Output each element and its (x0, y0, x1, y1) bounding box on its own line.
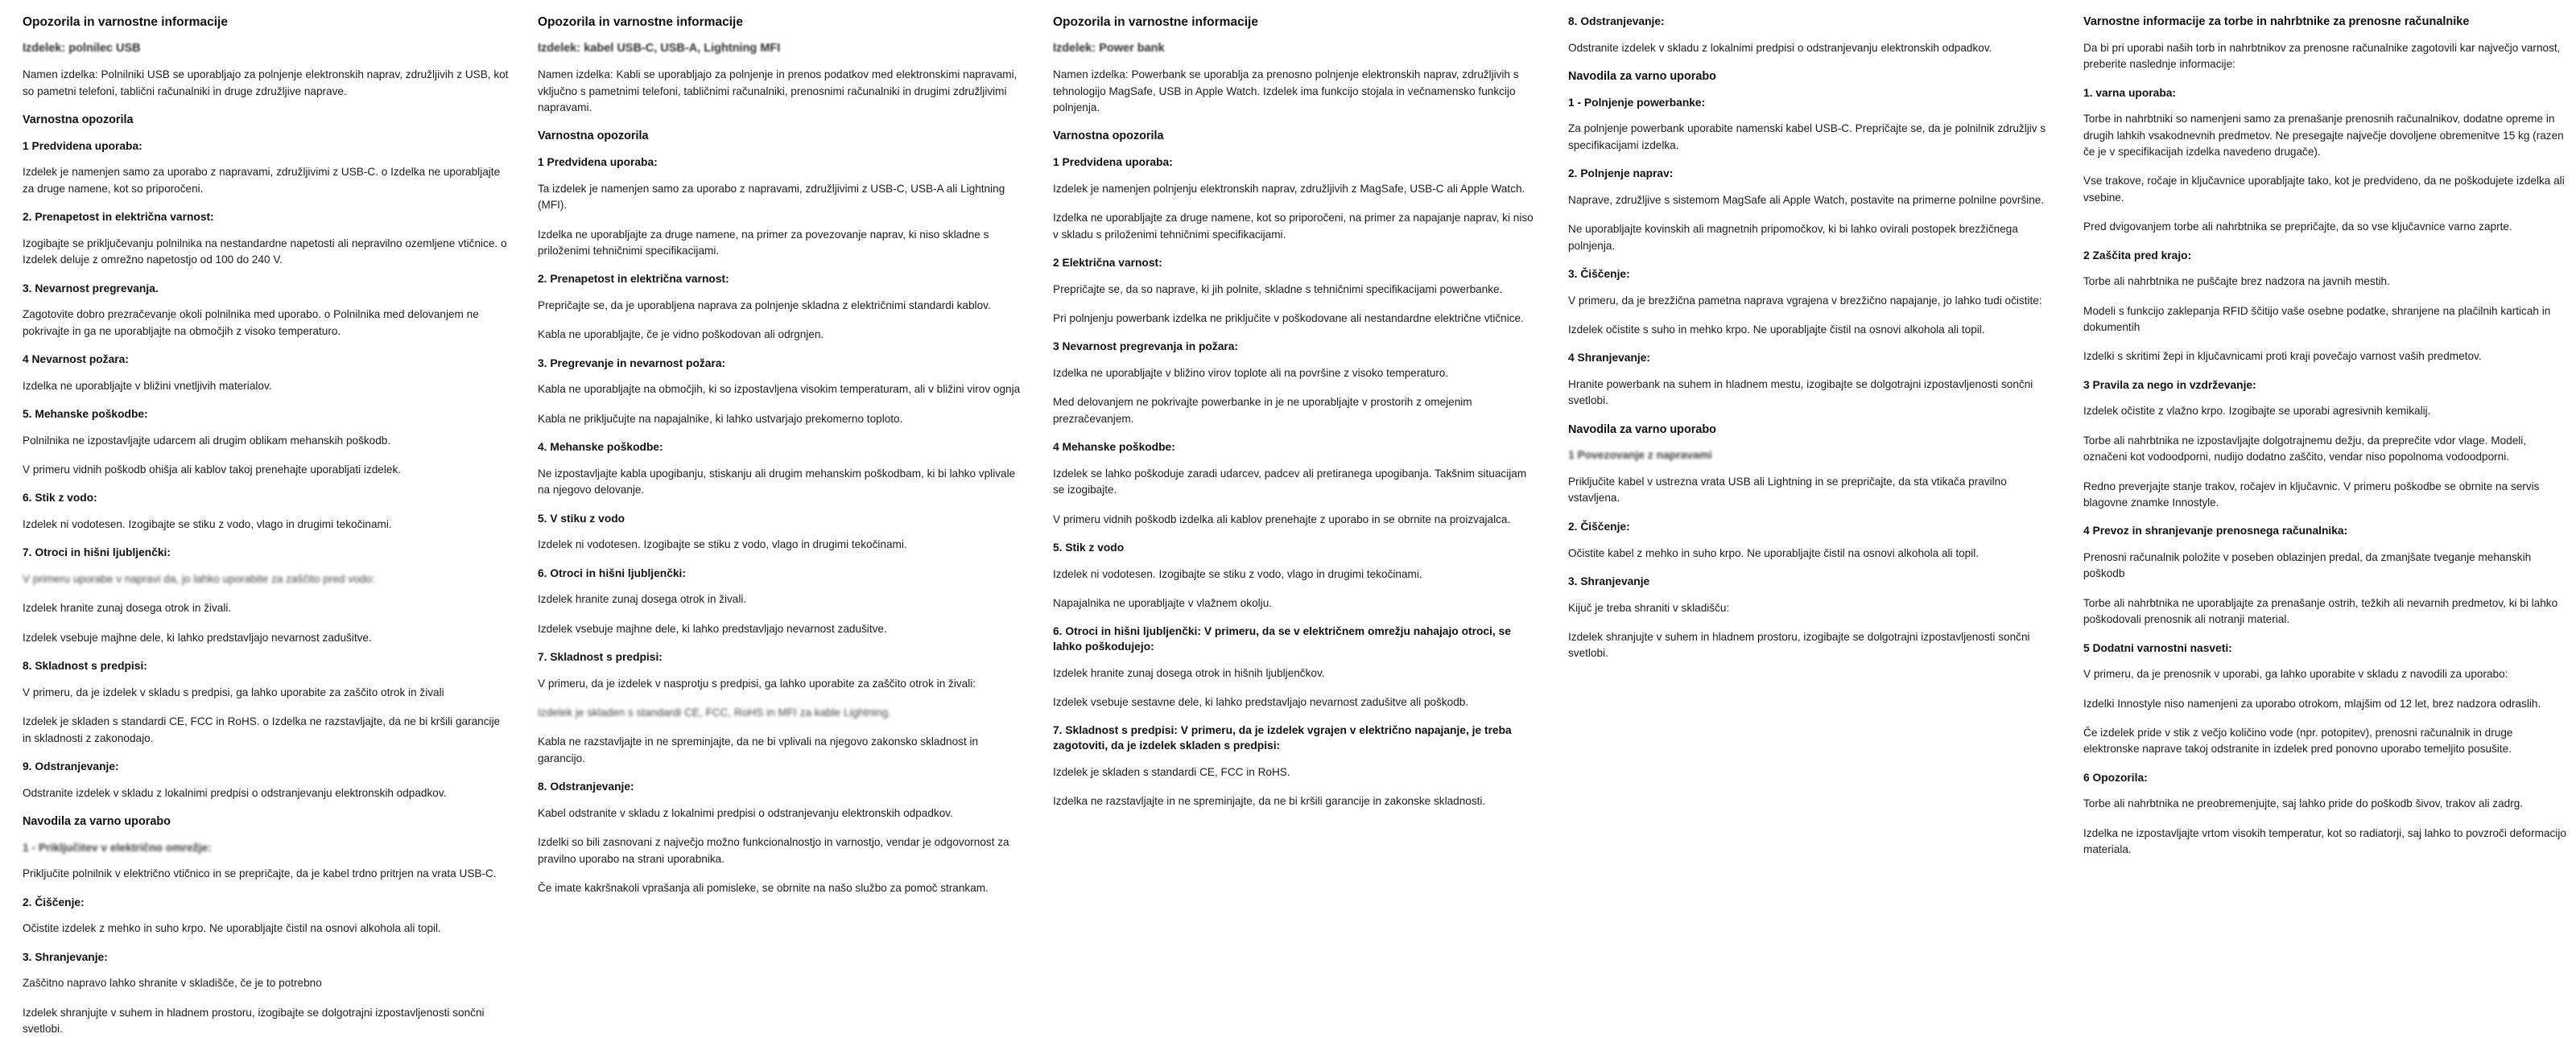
item-heading: 1 Predvidena uporaba: (23, 139, 142, 152)
paragraph: V primeru, da je brezžična pametna naprava vgrajena v brezžično napajanje, jo lahko tudi očistite: (1568, 294, 2042, 307)
paragraph: Namen izdelka: Powerbank se uporablja za prenosno polnjenje elektronskih naprav, združljivih s tehnologijo MagSafe, USB in Apple Watch. Izdelek ima funkcijo stojala in večnamensko funkcijo polnjenja. (1053, 68, 1519, 113)
product-subtitle: Izdelek: Power bank (1053, 42, 1165, 56)
item-heading: 3. Nevarnost pregrevanja. (23, 282, 159, 295)
paragraph: Torbe ali nahrbtnika ne izpostavljajte dolgotrajnemu dežju, da preprečite vdor vlage. Modeli, označeni kot vodoodporni, nudijo dodatno zaščito, vendar niso popolnoma vodoodporni. (2083, 434, 2527, 463)
item-heading: 5. Mehanske poškodbe: (23, 407, 148, 420)
item-heading: 4 Shranjevanje: (1568, 352, 1650, 365)
item-heading: 2. Polnjenje naprav: (1568, 167, 1674, 180)
paragraph: Izdelka ne uporabljajte v bližino virov toplote ali na površine z visoko temperaturo. (1053, 366, 1449, 379)
item-heading: 1 - Polnjenje powerbanke: (1568, 96, 1706, 109)
paragraph: Izdelek shranjujte v suhem in hladnem prostoru, izogibajte se dolgotrajni izpostavljenosti sončni svetlobi. (1568, 630, 2030, 660)
section-heading: Varnostna opozorila (1053, 130, 1164, 143)
paragraph: Med delovanjem ne pokrivajte powerbanke in je ne uporabljajte v prostorih z omejenim prezračevanjem. (1053, 396, 1472, 425)
paragraph: Izdelek vsebuje sestavne dele, ki lahko predstavljajo nevarnost zadušitve ali poškodb. (1053, 695, 1469, 708)
paragraph: Izdelek hranite zunaj dosega otrok in živali. (538, 593, 747, 606)
paragraph: Zaščitno napravo lahko shranite v skladišče, če je to potrebno (23, 977, 322, 990)
paragraph: Redno preverjajte stanje trakov, ročajev in ključavnic. V primeru poškodbe se obrnite na servis blagovne znamke Innostyle. (2083, 480, 2540, 509)
item-heading: 7. Otroci in hišni ljubljenčki: (23, 546, 171, 559)
paragraph: Priključite kabel v ustrezna vrata USB ali Lightning in se prepričajte, da sta vtikača pravilno vstavljena. (1568, 476, 2007, 505)
paragraph: Da bi pri uporabi naših torb in nahrbtnikov za prenosne računalnike zagotovili kar največjo varnost, preberite naslednje informacije: (2083, 41, 2561, 71)
doc-title: Opozorila in varnostne informacije (1053, 15, 1258, 29)
paragraph: Izdelek je namenjen polnjenju elektronskih naprav, združljivih z MagSafe, USB-C ali Apple Watch. (1053, 182, 1525, 195)
paragraph: V primeru, da je izdelek v skladu s predpisi, ga lahko uporabite za zaščito otrok in živali (23, 686, 444, 698)
paragraph: Očistite kabel z mehko in suho krpo. Ne uporabljajte čistil na osnovi alkohola ali topil. (1568, 546, 1979, 559)
paragraph: Izdelek hranite zunaj dosega otrok in hišnih ljubljenčkov. (1053, 666, 1325, 679)
item-heading: 7. Skladnost s predpisi: (538, 650, 663, 663)
item-heading: 3. Shranjevanje (1568, 575, 1650, 587)
paragraph: Torbe ali nahrbtnika ne uporabljajte za prenašanje ostrih, težkih ali nevarnih predmetov, ki bi lahko poškodovali prenosnik ali notranji material. (2083, 596, 2558, 626)
item-heading: 1 - Priključitev v električno omrežje: (23, 841, 212, 854)
paragraph: Naprave, združljive s sistemom MagSafe ali Apple Watch, postavite na primerne polnilne površine. (1568, 193, 2045, 206)
section-heading: Navodila za varno uporabo (1568, 422, 1716, 436)
paragraph: Prepričajte se, da so naprave, ki jih polnite, skladne s tehničnimi specifikacijami powerbanke. (1053, 282, 1503, 295)
paragraph: Izdelek je namenjen samo za uporabo z napravami, združljivimi z USB-C. o Izdelka ne uporabljajte za druge namene, kot so priporočeni. (23, 166, 501, 195)
column-backpack (2072, 14, 2576, 1006)
paragraph: Če izdelek pride v stik z večjo količino vode (npr. potopitev), prenosni računalnik in druge elektronske naprave takoj odstranite in izdelek pred ponovno uporabo temeljito posušite. (2083, 726, 2513, 756)
item-heading: 2. Prenapetost in električna varnost: (538, 273, 729, 286)
column-powerbank (1042, 14, 1557, 1006)
paragraph: Izdelek ni vodotesen. Izogibajte se stiku z vodo, vlago in drugimi tekočinami. (538, 538, 907, 551)
column-powerbank-care (1557, 14, 2072, 1006)
product-subtitle: Izdelek: kabel USB-C, USB-A, Lightning MFI (538, 42, 781, 56)
paragraph: Izdelka ne razstavljajte in ne spreminjajte, da ne bi kršili garancije in zakonske skladnosti. (1053, 794, 1486, 807)
section-heading: Navodila za varno uporabo (23, 814, 171, 828)
paragraph: Izdelek očistite z vlažno krpo. Izogibajte se uporabi agresivnih kemikalij. (2083, 405, 2431, 418)
item-heading: 6 Opozorila: (2083, 771, 2148, 784)
paragraph: Ne uporabljajte kovinskih ali magnetnih pripomočkov, ki bi lahko ovirali postopek brezžičnega polnjenja. (1568, 223, 2018, 252)
paragraph: V primeru vidnih poškodb izdelka ali kablov prenehajte z uporabo in se obrnite na proizvajalca. (1053, 513, 1511, 525)
paragraph: Modeli s funkcijo zaklepanja RFID ščitijo vaše osebne podatke, shranjene na plačilnih karticah in dokumentih (2083, 304, 2551, 333)
paragraph: Napajalnika ne uporabljajte v vlažnem okolju. (1053, 596, 1273, 609)
paragraph: V primeru vidnih poškodb ohišja ali kablov takoj prenehajte uporabljati izdelek. (23, 463, 402, 476)
paragraph: Izdelek očistite s suho in mehko krpo. Ne uporabljajte čistil na osnovi alkohola ali topil. (1568, 323, 1985, 336)
paragraph: Očistite izdelek z mehko in suho krpo. Ne uporabljajte čistil na osnovi alkohola ali topil. (23, 922, 441, 935)
paragraph: Izdelka ne izpostavljajte vrtom visokih temperatur, kot so radiatorji, saj lahko to povzroči deformacijo materiala. (2083, 826, 2566, 856)
paragraph: Za polnjenje powerbank uporabite namenski kabel USB-C. Prepričajte se, da je polnilnik združljiv s specifikacijami izdelka. (1568, 122, 2046, 151)
paragraph: Prenosni računalnik položite v poseben oblazinjen predal, da zmanjšate tveganje mehanskih poškodb (2083, 550, 2532, 580)
paragraph: Izogibajte se priključevanju polnilnika na nestandardne napetosti ali nepravilno ozemljene vtičnice. o Izdelek deluje z omrežno napetostjo od 100 do 240 V. (23, 237, 507, 266)
item-heading: 5. V stiku z vodo (538, 512, 625, 525)
item-heading: 2 Električna varnost: (1053, 256, 1162, 269)
paragraph: Izdelek je skladen s standardi CE, FCC in RoHS. o Izdelka ne razstavljajte, da ne bi kršili garancije in skladnosti z zakonodajo. (23, 715, 501, 744)
item-heading: 2. Prenapetost in električna varnost: (23, 211, 214, 224)
item-heading: 4 Mehanske poškodbe: (1053, 441, 1175, 454)
item-heading: 4. Mehanske poškodbe: (538, 441, 663, 454)
item-heading: 6. Otroci in hišni ljubljenčki: (538, 566, 686, 579)
paragraph: Prepričajte se, da je uporabljena naprava za polnjenje skladna z električnimi standardi kablov. (538, 299, 991, 311)
paragraph: Priključite polnilnik v električno vtičnico in se prepričajte, da je kabel trdno pritrjen na vrata USB-C. (23, 867, 497, 880)
paragraph: Ne izpostavljajte kabla upogibanju, stiskanju ali drugim mehanskim poškodbam, ki bi lahko vplivale na njegovo delovanje. (538, 467, 1016, 496)
paragraph: Izdelek ni vodotesen. Izogibajte se stiku z vodo, vlago in drugimi tekočinami. (23, 517, 392, 530)
doc-title: Opozorila in varnostne informacije (538, 15, 743, 29)
paragraph: Namen izdelka: Kabli se uporabljajo za polnjenje in prenos podatkov med elektronskimi napravami, vključno s pametnimi telefoni, tabličnimi računalniki, prenosnimi računalniki in drugimi združljivimi napravami. (538, 68, 1018, 113)
paragraph: Izdelek vsebuje majhne dele, ki lahko predstavljajo nevarnost zadušitve. (23, 631, 372, 644)
paragraph: V primeru, da je izdelek v nasprotju s predpisi, ga lahko uporabite za zaščito otrok in živali: (538, 677, 976, 690)
item-heading: 3 Pravila za nego in vzdrževanje: (2083, 378, 2256, 391)
paragraph: Torbe ali nahrbtnika ne preobremenjujte, saj lahko pride do poškodb šivov, trakov ali zadrg. (2083, 797, 2524, 810)
paragraph: Kabla ne razstavljajte in ne spreminjajte, da ne bi vplivali na njegovo zakonsko skladnost in garancijo. (538, 735, 979, 764)
paragraph: Torbe ali nahrbtnika ne puščajte brez nadzora na javnih mestih. (2083, 275, 2390, 288)
paragraph: Kabla ne priključujte na napajalnike, ki lahko ustvarjajo prekomerno toploto. (538, 412, 903, 425)
section-heading: Varnostna opozorila (23, 113, 134, 126)
paragraph: Izdelki so bili zasnovani z največjo možno funkcionalnostjo in varnostjo, vendar je odgovornost za pravilno uporabo na strani uporabnika. (538, 836, 1009, 865)
product-subtitle: Varnostne informacije za torbe in nahrbtnike za prenosne računalnike (2083, 15, 2470, 28)
item-heading: 4 Prevoz in shranjevanje prenosnega računalnika: (2083, 525, 2348, 538)
paragraph: Pri polnjenju powerbank izdelka ne priključite v poškodovane ali nestandardne električne vtičnice. (1053, 311, 1524, 324)
paragraph: Če imate kakršnakoli vprašanja ali pomislekе, se obrnite na našo službo za pomoč strankam. (538, 881, 989, 894)
paragraph: V primeru, da je prenosnik v uporabi, ga lahko uporabite v skladu z navodili za uporabo: (2083, 668, 2508, 681)
item-heading: 8. Odstranjevanje: (1568, 15, 1665, 27)
section-heading: Navodila za varno uporabo (1568, 70, 1716, 84)
paragraph: Izdelka ne uporabljajte za druge namene, kot so priporočeni, na primer za napajanje naprav, ki niso v skladu s priloženimi tehničnimi specifikacijami. (1053, 212, 1534, 241)
item-heading: 9. Odstranjevanje: (23, 760, 119, 772)
item-heading: 4 Nevarnost požara: (23, 352, 129, 365)
item-heading: 3 Nevarnost pregrevanja in požara: (1053, 340, 1239, 353)
paragraph: Pred dvigovanjem torbe ali nahrbtnika se prepričajte, da so vse ključavnice varno zaprte. (2083, 220, 2512, 233)
paragraph: Izdelek je skladen s standardi CE, FCC, RoHS in MFI za kable Lightning. (538, 706, 891, 719)
item-heading: 2 Zaščita pred krajo: (2083, 249, 2192, 262)
item-heading: 8. Odstranjevanje: (538, 781, 634, 793)
item-heading: 1 Predvidena uporaba: (538, 156, 658, 169)
paragraph: Izdelek shranjujte v suhem in hladnem prostoru, izogibajte se dolgotrajni izpostavljenosti sončni svetlobi. (23, 1006, 485, 1036)
paragraph: Izdelek je skladen s standardi CE, FCC in RoHS. (1053, 765, 1290, 778)
paragraph: Izdelek hranite zunaj dosega otrok in živali. (23, 602, 232, 615)
paragraph: Kabla ne uporabljajte na območjih, ki so izpostavljena visokim temperaturam, ali v bližini virov ognja (538, 383, 1021, 396)
item-heading: 8. Skladnost s predpisi: (23, 660, 147, 673)
section-heading: Varnostna opozorila (538, 130, 649, 143)
item-heading: 3. Pregrevanje in nevarnost požara: (538, 356, 726, 369)
paragraph: Izdelka ne uporabljajte za druge namene, na primer za povezovanje naprav, ki niso skladne s priloženimi tehničnimi specifikacijami. (538, 228, 989, 257)
item-heading: 6. Stik z vodo: (23, 492, 97, 505)
paragraph: Kabla ne uporabljajte, če je vidno poškodovan ali odrgnjen. (538, 328, 824, 341)
item-heading: 2. Čiščenje: (23, 896, 85, 908)
paragraph: Vse trakove, ročaje in ključavnice uporabljajte tako, kot je predvideno, da ne poškodujete izdelka ali vsebine. (2083, 175, 2565, 204)
item-heading: 2. Čiščenje: (1568, 520, 1630, 533)
paragraph: Zagotovite dobro prezračevanje okoli polnilnika med uporabo. o Polnilnika med delovanjem ne pokrivajte in ga ne uporabljajte na območjih z visoko temperaturo. (23, 308, 479, 337)
item-heading: 3. Čiščenje: (1568, 267, 1630, 280)
paragraph: Kabel odstranite v skladu z lokalnimi predpisi o odstranjevanju elektronskih odpadkov. (538, 806, 953, 819)
item-heading: 5. Stik z vodo (1053, 541, 1125, 554)
item-heading: 3. Shranjevanje: (23, 950, 108, 963)
paragraph: Izdelka ne uporabljajte v bližini vnetljivih materialov. (23, 379, 272, 392)
paragraph: Izdelek se lahko poškoduje zaradi udarcev, padcev ali pretiranega upogibanja. Takšnim situacijam se izogibajte. (1053, 467, 1527, 496)
paragraph: Ta izdelek je namenjen samo za uporabo z napravami, združljivimi z USB-C, USB-A ali Lightning (MFI). (538, 182, 1005, 212)
paragraph: Izdelki s skritimi žepi in ključavnicami proti kraji povečajo varnost vaših predmetov. (2083, 350, 2482, 363)
doc-title: Opozorila in varnostne informacije (23, 15, 228, 29)
paragraph: Odstranite izdelek v skladu z lokalnimi predpisi o odstranjevanju elektronskih odpadkov. (23, 786, 447, 799)
paragraph: Polnilnika ne izpostavljajte udarcem ali drugim oblikam mehanskih poškodb. (23, 434, 391, 447)
product-subtitle: Izdelek: polnilec USB (23, 42, 141, 56)
paragraph: Torbe in nahrbtniki so namenjeni samo za prenašanje prenosnih računalnikov, dodatne opreme in drugih lahkih vsakodnevnih predmetov. Ne presegajte največje dovoljene obremenitve 15 kg (razen če je v specifikacijah izdelka navedeno drugače). (2083, 113, 2564, 159)
paragraph: Namen izdelka: Polnilniki USB se uporabljajo za polnjenje elektronskih naprav, združljivih z USB, kot so pametni telefoni, tablični računalniki in druge združljive naprave. (23, 68, 509, 97)
item-heading: 1 Predvidena uporaba: (1053, 156, 1173, 169)
paragraph: Izdelek ni vodotesen. Izogibajte se stiku z vodo, vlago in drugimi tekočinami. (1053, 567, 1422, 580)
paragraph: V primeru uporabe v napravi da, jo lahko uporabite za zaščito pred vodo: (23, 573, 375, 585)
item-heading: 6. Otroci in hišni ljubljenčki: V primeru, da se v električnem omrežju nahajajo otroci, se lahko poškodujejo: (1053, 625, 1511, 653)
item-heading: 1 Povezovanje z napravami (1568, 449, 1712, 462)
column-usb-c-charger (11, 14, 526, 1036)
column-cable (526, 14, 1042, 1006)
paragraph: Odstranite izdelek v skladu z lokalnimi predpisi o odstranjevanju elektronskih odpadkov. (1568, 41, 1992, 54)
paragraph: Izdelek vsebuje majhne dele, ki lahko predstavljajo nevarnost zadušitve. (538, 622, 887, 635)
paragraph: Izdelki Innostyle niso namenjeni za uporabo otrokom, mlajšim od 12 let, brez nadzora odraslih. (2083, 697, 2541, 710)
item-heading: 7. Skladnost s predpisi: V primeru, da je izdelek vgrajen v električno napajanje, je treba zagotoviti, da je izdelek skladen s predpisi: (1053, 724, 1512, 752)
item-heading: 5 Dodatni varnostni nasveti: (2083, 641, 2232, 654)
paragraph: Kijuč je treba shraniti v skladišču: (1568, 601, 1730, 614)
paragraph: Hranite powerbank na suhem in hladnem mestu, izogibajte se dolgotrajni izpostavljenosti sončni svetlobi. (1568, 377, 2033, 407)
item-heading: 1. varna uporaba: (2083, 86, 2177, 99)
